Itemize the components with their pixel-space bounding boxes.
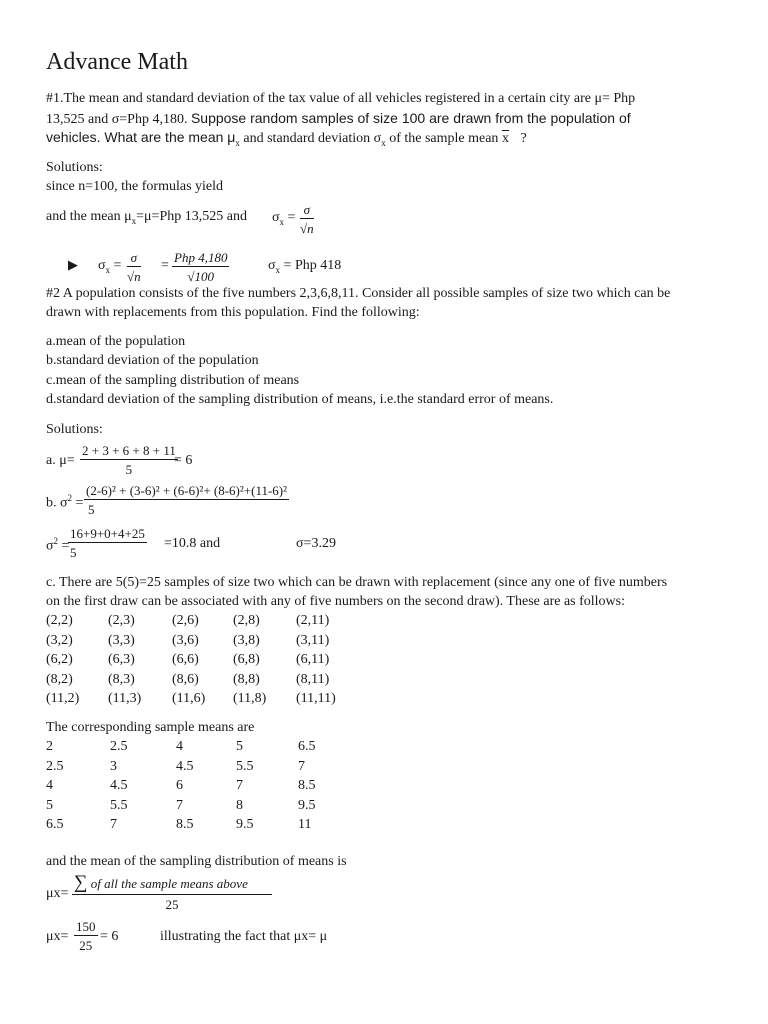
fraction-denominator: √100 xyxy=(187,269,215,284)
sample-mean-cell: 9.5 xyxy=(298,797,316,813)
sample-mean-cell: 4 xyxy=(176,739,183,754)
sample-pair-cell: (2,8) xyxy=(233,613,260,628)
equals-sign: = xyxy=(287,210,296,225)
sample-pair-cell: (3,11) xyxy=(296,632,330,648)
sample-pair-cell: (8,11) xyxy=(296,671,330,687)
q2-c-line1: c. There are 5(5)=25 samples of size two which can be drawn with replacement (since any one of five numbers xyxy=(46,575,668,590)
q2-a-result: = 6 xyxy=(174,453,193,468)
q2-b-label: b. $\sigma^2$ = xyxy=(46,493,84,511)
q1-line2-a: 13,525 and σ=Php 4,180. xyxy=(46,112,188,127)
q2-item-d: d.standard deviation of the sampling distribution of means, i.e.the standard error of means. xyxy=(46,392,554,407)
q1-line2-b: Suppose random samples of size 100 are drawn from the population of xyxy=(190,110,631,126)
q1-line3-c: of the sample mean xyxy=(389,131,499,146)
sum-fraction xyxy=(72,873,272,911)
fraction-numerator: Php 4,180 xyxy=(174,250,228,265)
variance-label: b. σ xyxy=(46,495,68,511)
fraction-numerator: σ xyxy=(300,203,314,219)
sigma-symbol: σ xyxy=(46,538,54,554)
q1-sigma-lhs-2 xyxy=(98,259,121,275)
q1-mean-text: and the mean μ xyxy=(46,209,132,224)
sample-pair-cell: (8,3) xyxy=(108,671,135,687)
sample-mean-cell: 6.5 xyxy=(46,817,64,832)
q1-mean-rest: =μ=Php 13,525 and xyxy=(136,209,247,224)
means-intro: The corresponding sample means are xyxy=(46,720,255,735)
q1-line2 xyxy=(46,111,631,127)
q2-a-fraction xyxy=(80,444,178,476)
sample-pair-cell: (11,11) xyxy=(296,691,336,706)
summation-icon: ∑ xyxy=(74,872,88,893)
fraction-numerator xyxy=(72,873,272,895)
mux-label: μx= xyxy=(46,886,69,901)
sample-pair-cell: (11,8) xyxy=(233,691,267,706)
sigma-sub: x xyxy=(105,264,111,275)
sample-pair-cell: (3,8) xyxy=(233,632,260,648)
q1-mean-line xyxy=(46,210,247,226)
fraction-denominator: 5 xyxy=(125,462,133,477)
q1-since: since n=100, the formulas yield xyxy=(46,179,224,194)
sample-mean-cell: 4.5 xyxy=(176,758,194,774)
result-value: = Php 418 xyxy=(283,258,342,273)
sample-pair-cell: (11,3) xyxy=(108,691,142,706)
sample-mean-cell: 11 xyxy=(298,817,312,832)
q2-line1: #2 A population consists of the five numbers 2,3,6,8,11. Consider all possible samples of size two which can be xyxy=(46,286,671,301)
q1-line3-end: ? xyxy=(520,131,527,146)
q1-mean-sub: x xyxy=(131,215,137,226)
bullet-arrow-icon: ▶ xyxy=(68,257,78,272)
sample-pair-cell: (2,3) xyxy=(108,613,135,628)
sample-mean-cell: 7 xyxy=(298,758,305,774)
q1-result xyxy=(268,259,341,275)
mean-dist-intro: and the mean of the sampling distribution of means is xyxy=(46,854,347,869)
sample-pair-cell: (2,2) xyxy=(46,613,73,628)
sample-mean-cell: 5.5 xyxy=(110,797,128,813)
fraction-denominator: √n xyxy=(127,269,141,284)
sample-pair-cell: (8,6) xyxy=(172,671,199,687)
sample-mean-cell: 7 xyxy=(176,797,183,813)
q2-s2-result: =10.8 and xyxy=(164,536,221,551)
sample-pair-cell: (8,8) xyxy=(233,671,260,687)
sample-mean-cell: 8 xyxy=(236,797,243,813)
fraction-numerator: 150 xyxy=(76,919,96,934)
q1-php-fraction xyxy=(172,251,229,283)
sample-mean-cell: 8.5 xyxy=(298,778,316,793)
sample-mean-cell: 6.5 xyxy=(298,739,316,754)
equals-sign: = xyxy=(161,258,169,273)
sigma-symbol: σ xyxy=(98,258,106,273)
equals-sign: = xyxy=(113,258,122,273)
sample-pair-cell: (3,6) xyxy=(172,632,199,648)
sample-pair-cell: (6,2) xyxy=(46,652,73,667)
q2-s2-fraction xyxy=(68,527,147,559)
q1-line1: #1.The mean and standard deviation of the tax value of all vehicles registered in a certain city are μ= Php xyxy=(46,91,636,106)
q1-line3-sub: x xyxy=(235,137,240,148)
sample-pair-cell: (8,2) xyxy=(46,671,73,687)
fraction-denominator: 5 xyxy=(88,502,95,517)
q1-line3 xyxy=(46,130,527,148)
q2-b-fraction xyxy=(84,484,289,516)
sample-mean-cell: 2.5 xyxy=(46,758,64,774)
sample-pair-cell: (3,2) xyxy=(46,632,73,648)
fraction-numerator: 16+9+0+4+25 xyxy=(70,526,145,541)
sample-pair-cell: (6,8) xyxy=(233,652,260,667)
sample-pair-cell: (6,11) xyxy=(296,652,330,667)
sigma-symbol: σ xyxy=(268,258,276,273)
q1-sigma-fraction-2 xyxy=(127,251,141,283)
sample-pair-cell: (3,3) xyxy=(108,632,135,648)
illustrating-text: illustrating the fact that μx= μ xyxy=(160,929,328,944)
sigma-sub: x xyxy=(279,216,285,227)
q1-line3-sub2: x xyxy=(381,137,386,148)
q1-sigma-lhs xyxy=(272,211,295,227)
sample-mean-cell: 2.5 xyxy=(110,739,128,754)
sample-pair-cell: (11,2) xyxy=(46,691,80,706)
q1-line3-a: vehicles. What are the mean μ xyxy=(46,129,236,145)
q1-line3-b: and standard deviation σ xyxy=(243,131,382,146)
q1-sigma-fraction xyxy=(300,203,314,235)
sample-mean-cell: 5.5 xyxy=(236,758,254,774)
sample-mean-cell: 6 xyxy=(176,778,183,793)
mux2-fraction xyxy=(74,920,98,952)
sample-mean-cell: 5 xyxy=(46,797,53,813)
fraction-numerator: (2-6)² + (3-6)² + (6-6)²+ (8-6)²+(11-6)² xyxy=(86,483,288,498)
fraction-denominator: 5 xyxy=(70,545,77,560)
sample-pair-cell: (11,6) xyxy=(172,691,206,706)
sample-pair-cell: (6,3) xyxy=(108,652,135,667)
page-title: Advance Math xyxy=(46,49,188,75)
q1-solutions: Solutions: xyxy=(46,160,103,175)
squared-sup: 2 xyxy=(53,536,59,546)
q2-item-a: a.mean of the population xyxy=(46,334,186,349)
q2-s2-label: $\sigma^2$ = xyxy=(46,536,70,554)
sample-mean-cell: 7 xyxy=(236,778,243,793)
squared-sup: 2 xyxy=(67,493,73,503)
q2-item-b: b.standard deviation of the population xyxy=(46,353,259,368)
fraction-numerator: σ xyxy=(127,251,141,267)
sigma-symbol: σ xyxy=(272,210,280,225)
sample-mean-cell: 7 xyxy=(110,817,117,832)
sample-mean-cell: 4 xyxy=(46,778,53,793)
sample-mean-cell: 4.5 xyxy=(110,778,128,793)
q2-c-line2: on the first draw can be associated with any of five numbers on the second draw). These are as follows: xyxy=(46,594,626,609)
q1-xbar: $\overline{x}$ xyxy=(501,131,509,146)
sigma-sub: x xyxy=(275,264,281,275)
sample-pair-cell: (2,6) xyxy=(172,613,199,628)
sample-mean-cell: 5 xyxy=(236,739,243,754)
q2-item-c: c.mean of the sampling distribution of means xyxy=(46,373,300,388)
sample-mean-cell: 9.5 xyxy=(236,817,254,832)
q2-solutions: Solutions: xyxy=(46,422,103,437)
fraction-denominator: √n xyxy=(300,221,314,236)
sample-pair-cell: (6,6) xyxy=(172,652,199,667)
mux2-result: = 6 xyxy=(100,929,119,944)
fraction-denominator: 25 xyxy=(165,897,179,912)
sample-mean-cell: 3 xyxy=(110,758,117,774)
sample-mean-cell: 8.5 xyxy=(176,817,194,832)
sample-mean-cell: 2 xyxy=(46,739,53,754)
mux2-label: μx= xyxy=(46,929,69,944)
fraction-numerator: 2 + 3 + 6 + 8 + 11 xyxy=(82,443,176,458)
q2-a-label: a. μ= xyxy=(46,453,75,468)
sum-text: of all the sample means above xyxy=(90,876,248,891)
fraction-denominator: 25 xyxy=(79,938,93,953)
sample-pair-cell: (2,11) xyxy=(296,613,330,628)
q2-sigma-result: σ=3.29 xyxy=(296,536,336,551)
q2-line2: drawn with replacements from this population. Find the following: xyxy=(46,305,420,320)
